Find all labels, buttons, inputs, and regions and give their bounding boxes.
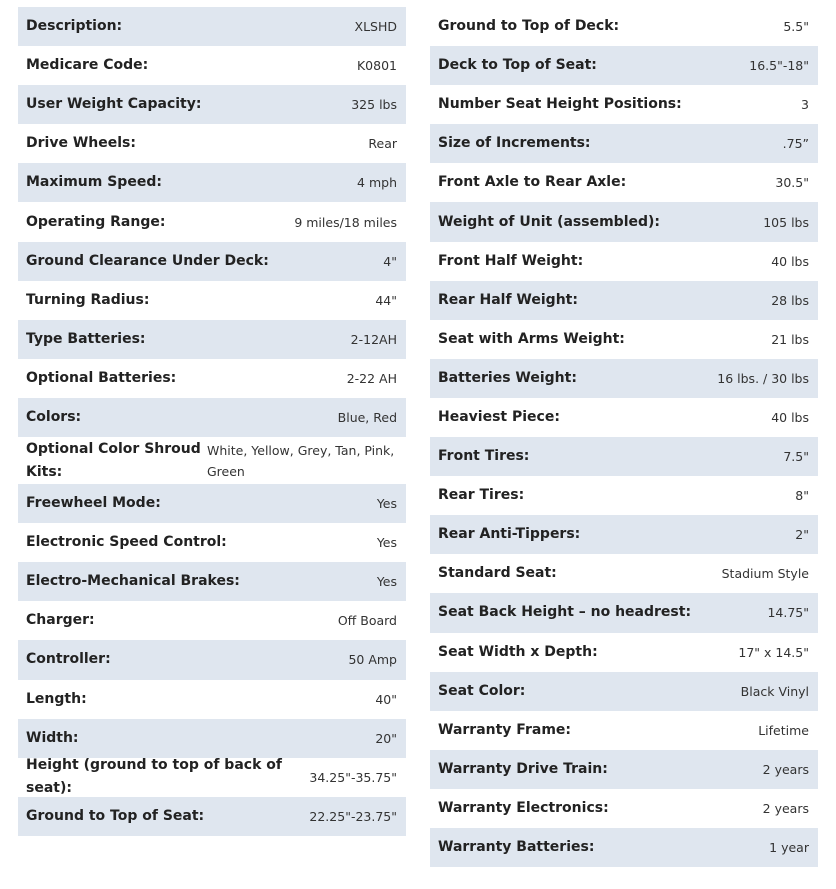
spec-label: Size of Increments: xyxy=(438,135,591,152)
spec-label: Length: xyxy=(26,690,87,707)
spec-row xyxy=(18,202,406,241)
spec-row xyxy=(18,601,406,640)
spec-label: Rear Half Weight: xyxy=(438,291,578,308)
spec-value: Yes xyxy=(376,496,397,512)
spec-label: Heaviest Piece: xyxy=(438,408,560,425)
spec-value: 2-12AH xyxy=(350,331,397,347)
spec-value: 1 year xyxy=(769,840,809,856)
spec-value: White, Yellow, Grey, Tan, Pink, Green xyxy=(207,442,395,479)
spec-row xyxy=(430,320,818,359)
spec-row xyxy=(430,476,818,515)
spec-row xyxy=(430,242,818,281)
spec-value: 4" xyxy=(383,253,397,269)
spec-value: 40 lbs xyxy=(771,409,809,425)
spec-row xyxy=(430,202,818,241)
spec-label: Rear Anti-Tippers: xyxy=(438,526,581,543)
spec-label: Seat with Arms Weight: xyxy=(438,330,625,347)
spec-row xyxy=(18,680,406,719)
spec-row xyxy=(430,750,818,789)
spec-value: 2" xyxy=(795,527,809,543)
spec-row xyxy=(430,789,818,828)
spec-label: Warranty Frame: xyxy=(438,721,572,738)
spec-label: Warranty Electronics: xyxy=(438,799,609,816)
spec-row xyxy=(18,523,406,562)
spec-label: Freewheel Mode: xyxy=(26,495,161,512)
spec-value: 105 lbs xyxy=(763,214,809,230)
spec-value: 44" xyxy=(375,292,397,308)
spec-row xyxy=(18,562,406,601)
spec-label: Seat Width x Depth: xyxy=(438,643,598,660)
spec-row xyxy=(18,484,406,523)
spec-row xyxy=(430,672,818,711)
spec-label: Type Batteries: xyxy=(26,330,146,347)
spec-value: XLSHD xyxy=(354,19,397,35)
spec-row xyxy=(430,398,818,437)
spec-value: 2 years xyxy=(762,800,809,816)
spec-row xyxy=(18,320,406,359)
spec-value: Blue, Red xyxy=(337,409,397,425)
spec-label: Height (ground to top of back of seat): xyxy=(26,757,282,797)
spec-label: User Weight Capacity: xyxy=(26,96,202,113)
spec-label: Batteries Weight: xyxy=(438,369,577,386)
spec-value: 40" xyxy=(375,691,397,707)
spec-value: Yes xyxy=(376,535,397,551)
spec-value: 17" x 14.5" xyxy=(738,644,809,660)
spec-value: 22.25"-23.75" xyxy=(309,808,397,824)
spec-row xyxy=(18,640,406,679)
spec-row xyxy=(18,85,406,124)
spec-row xyxy=(430,163,818,202)
spec-row xyxy=(430,593,818,632)
spec-value: 34.25"-35.75" xyxy=(309,769,397,785)
spec-value: 5.5" xyxy=(783,19,809,35)
spec-label: Front Tires: xyxy=(438,448,530,465)
spec-value: 20" xyxy=(375,730,397,746)
spec-value: Yes xyxy=(376,574,397,590)
spec-label: Operating Range: xyxy=(26,213,166,230)
spec-row xyxy=(18,758,406,797)
spec-value: 4 mph xyxy=(357,175,397,191)
spec-value: K0801 xyxy=(356,58,397,74)
spec-value: Rear xyxy=(368,136,397,152)
spec-row xyxy=(18,398,406,437)
spec-value: 3 xyxy=(801,97,809,113)
spec-row xyxy=(430,46,818,85)
spec-row xyxy=(18,281,406,320)
specs-table-right xyxy=(430,7,818,867)
spec-row xyxy=(430,359,818,398)
spec-label: Description: xyxy=(26,18,123,35)
spec-label: Width: xyxy=(26,729,79,746)
spec-label: Deck to Top of Seat: xyxy=(438,57,597,74)
spec-label: Weight of Unit (assembled): xyxy=(438,213,661,230)
spec-row xyxy=(18,163,406,202)
spec-row xyxy=(430,515,818,554)
spec-row xyxy=(430,85,818,124)
spec-label: Optional Color Shroud Kits: xyxy=(26,440,201,480)
spec-row xyxy=(18,242,406,281)
spec-label: Charger: xyxy=(26,612,95,629)
spec-row xyxy=(18,719,406,758)
spec-label: Number Seat Height Positions: xyxy=(438,96,682,113)
spec-label: Electro-Mechanical Brakes: xyxy=(26,573,240,590)
spec-row xyxy=(18,124,406,163)
spec-label: Ground to Top of Deck: xyxy=(438,18,620,35)
spec-value: 325 lbs xyxy=(351,97,397,113)
spec-row xyxy=(18,7,406,46)
spec-row xyxy=(430,437,818,476)
specs-table-left xyxy=(18,7,406,836)
spec-value: 7.5" xyxy=(783,449,809,465)
spec-label: Ground Clearance Under Deck: xyxy=(26,252,269,269)
spec-label: Front Axle to Rear Axle: xyxy=(438,174,627,191)
spec-row xyxy=(18,797,406,836)
spec-row xyxy=(430,711,818,750)
spec-value: 2-22 AH xyxy=(346,370,397,386)
spec-value: 8" xyxy=(795,488,809,504)
spec-value: Black Vinyl xyxy=(740,683,809,699)
spec-label: Electronic Speed Control: xyxy=(26,534,227,551)
spec-value: 16.5"-18" xyxy=(749,58,809,74)
spec-value: Off Board xyxy=(337,613,397,629)
spec-label: Drive Wheels: xyxy=(26,135,136,152)
spec-row xyxy=(18,359,406,398)
spec-label: Controller: xyxy=(26,651,111,668)
spec-value: 2 years xyxy=(762,761,809,777)
spec-row xyxy=(430,281,818,320)
spec-value: 9 miles/18 miles xyxy=(294,214,397,230)
spec-value: 50 Amp xyxy=(348,652,397,668)
spec-value: Stadium Style xyxy=(721,566,809,582)
spec-label: Optional Batteries: xyxy=(26,369,177,386)
spec-value: 14.75" xyxy=(767,605,809,621)
spec-label: Medicare Code: xyxy=(26,57,149,74)
spec-value: 16 lbs. / 30 lbs xyxy=(717,370,809,386)
spec-row xyxy=(430,554,818,593)
spec-label: Warranty Batteries: xyxy=(438,839,595,856)
spec-label: Rear Tires: xyxy=(438,487,525,504)
spec-label: Warranty Drive Train: xyxy=(438,760,608,777)
spec-row xyxy=(430,828,818,867)
spec-label: Seat Color: xyxy=(438,682,526,699)
spec-label: Colors: xyxy=(26,408,82,425)
spec-row xyxy=(18,437,406,484)
spec-label: Ground to Top of Seat: xyxy=(26,807,205,824)
spec-value: 40 lbs xyxy=(771,253,809,269)
spec-value: 28 lbs xyxy=(771,292,809,308)
spec-value: Lifetime xyxy=(758,722,809,738)
spec-row xyxy=(430,124,818,163)
spec-row xyxy=(430,7,818,46)
spec-label: Front Half Weight: xyxy=(438,252,584,269)
spec-label: Turning Radius: xyxy=(26,291,150,308)
spec-label: Maximum Speed: xyxy=(26,174,162,191)
spec-value: 21 lbs xyxy=(771,331,809,347)
spec-value: .75” xyxy=(782,136,809,152)
spec-row xyxy=(430,633,818,672)
spec-label: Standard Seat: xyxy=(438,565,557,582)
spec-value: 30.5" xyxy=(775,175,809,191)
spec-label: Seat Back Height – no headrest: xyxy=(438,604,692,621)
spec-row xyxy=(18,46,406,85)
